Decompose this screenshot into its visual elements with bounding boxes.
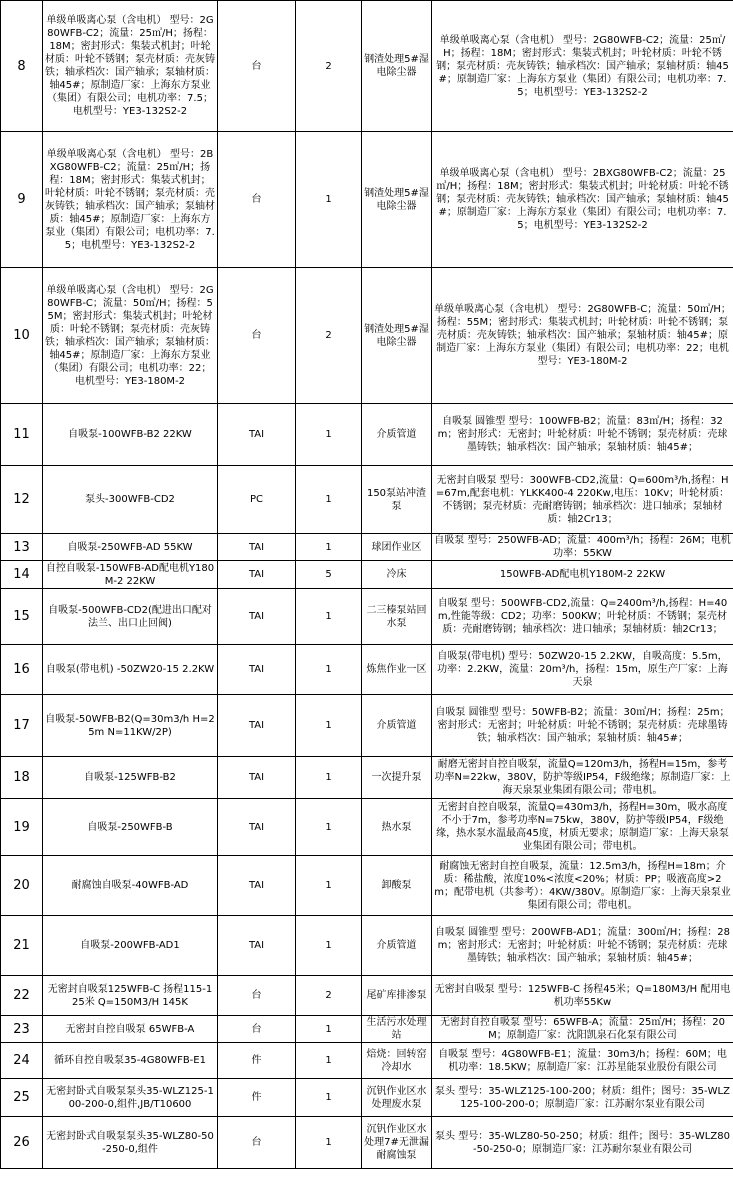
item-quantity: 1 (296, 1079, 362, 1117)
usage-location: 炼焦作业一区 (362, 645, 432, 695)
item-unit: 台 (218, 268, 296, 404)
row-number: 15 (1, 589, 43, 645)
item-specification: 无密封自控自吸泵，流量Q=430m3/h，扬程H=30m，吸水高度不小于7m，参考功率N=75kw，380V，防护等级IP54，F级绝缘，热水泵水温最高45度，材质无要求；原制造厂家：上海天泉泵业集团有限公司；带电机。 (432, 799, 733, 856)
usage-location: 生活污水处理站 (362, 1016, 432, 1043)
item-unit: TAI (218, 695, 296, 757)
item-quantity: 1 (296, 856, 362, 916)
table-row (1, 1079, 733, 1117)
item-specification: 自吸泵 圆锥型 型号：200WFB-AD1；流量：300㎥/H；扬程：28m；密封形式：无密封；叶轮材质：叶轮不锈钢；泵壳材质：壳球墨铸铁；轴承档次：国产轴承；泵轴材质：轴45#； (432, 916, 733, 976)
item-unit: TAI (218, 404, 296, 466)
item-quantity: 1 (296, 404, 362, 466)
table-row (1, 534, 733, 561)
item-unit: TAI (218, 589, 296, 645)
item-specification: 自吸泵 型号：500WFB-CD2,流量：Q=2400m³/h,扬程：H=40m,性能等级：CD2；功率：500KW；叶轮材质：不锈钢；泵壳材质：壳耐磨铸钢；轴承档次：进口轴承；泵轴材质：轴2Cr13； (432, 589, 733, 645)
row-number: 21 (1, 916, 43, 976)
item-quantity: 2 (296, 268, 362, 404)
item-specification: 耐腐蚀无密封自控自吸泵，流量：12.5m3/h，扬程H=18m；介质：稀盐酸，浓度10%<浓度<20%；材质：PP；吸液高度>2m；配带电机（共参考）：4KW/380V。原制造厂家：上海天泉泵业集团有限公司；带电机。 (432, 856, 733, 916)
item-specification: 150WFB-AD配电机Y180M-2 22KW (432, 561, 733, 589)
item-unit: TAI (218, 916, 296, 976)
table-row (1, 268, 733, 404)
usage-location: 沉钒作业区水处理废水泵 (362, 1079, 432, 1117)
row-number: 14 (1, 561, 43, 589)
item-specification: 自吸泵(带电机) 型号：50ZW20-15 2.2KW，自吸高度：5.5m，功率：2.2KW，流量：20m³/h，扬程：15m，原生产厂家：上海天泉 (432, 645, 733, 695)
row-number: 17 (1, 695, 43, 757)
table-row (1, 132, 733, 268)
usage-location: 介质管道 (362, 695, 432, 757)
usage-location: 尾矿库排渗泵 (362, 976, 432, 1016)
item-name: 自吸泵-50WFB-B2(Q=30m3/h H=25m N=11KW/2P) (43, 695, 218, 757)
item-unit: 台 (218, 1117, 296, 1169)
row-number: 22 (1, 976, 43, 1016)
table-row (1, 856, 733, 916)
item-specification: 单级单吸离心泵（含电机） 型号：2G80WFB-C2；流量：25㎥/H；扬程：18M；密封形式：集装式机封；叶轮材质：叶轮不锈钢；泵壳材质：壳灰铸铁；轴承档次：国产轴承；泵轴材质：轴45#；原制造厂家：上海东方泵业（集团）有限公司；电机功率：7.5；电机型号：YE3-132S2-2 (432, 1, 733, 132)
usage-location: 一次提升泵 (362, 757, 432, 799)
item-unit: TAI (218, 645, 296, 695)
table-row (1, 1043, 733, 1079)
usage-location: 二三榛泵站回水泵 (362, 589, 432, 645)
row-number: 20 (1, 856, 43, 916)
item-name: 自控自吸泵-150WFB-AD配电机Y180M-2 22KW (43, 561, 218, 589)
item-quantity: 2 (296, 976, 362, 1016)
table-row (1, 645, 733, 695)
table-row (1, 589, 733, 645)
item-unit: TAI (218, 799, 296, 856)
item-name: 单级单吸离心泵（含电机） 型号：2G80WFB-C；流量：50㎥/H；扬程：55M；密封形式：集装式机封；叶轮材质：叶轮不锈钢；泵壳材质：壳灰铸铁；轴承档次：国产轴承；泵轴材质：轴45#；原制造厂家：上海东方泵业（集团）有限公司；电机功率：22；电机型号：YE3-180M-2 (43, 268, 218, 404)
item-name: 循环自控自吸泵35-4G80WFB-E1 (43, 1043, 218, 1079)
item-unit: 台 (218, 1, 296, 132)
item-name: 无密封自控自吸泵 65WFB-A (43, 1016, 218, 1043)
usage-location: 介质管道 (362, 916, 432, 976)
item-name: 无密封卧式自吸泵泵头35-WLZ80-50-250-0,组件 (43, 1117, 218, 1169)
item-specification: 无密封自吸泵 型号：125WFB-C 扬程45米；Q=180M3/H 配用电机功率55Kw (432, 976, 733, 1016)
usage-location: 沉钒作业区水处理7#无泄漏耐腐蚀泵 (362, 1117, 432, 1169)
row-number: 10 (1, 268, 43, 404)
table-body (1, 1, 733, 1169)
item-name: 自吸泵-500WFB-CD2(配进出口配对法兰、出口止回阀) (43, 589, 218, 645)
item-quantity: 1 (296, 645, 362, 695)
item-specification: 耐磨无密封自控自吸泵，流量Q=120m3/h，扬程H=15m，参考功率N=22kw，380V，防护等级IP54，F级绝缘；原制造厂家：上海天泉泵业集团有限公司；带电机。 (432, 757, 733, 799)
item-unit: TAI (218, 757, 296, 799)
item-specification: 泵头 型号：35-WLZ80-50-250；材质：组件；图号：35-WLZ80-50-250-0；原制造厂家：江苏耐尔泵业有限公司 (432, 1117, 733, 1169)
item-name: 单级单吸离心泵（含电机） 型号：2BXG80WFB-C2；流量：25㎥/H；扬程：18M；密封形式：集装式机封；叶轮材质：叶轮不锈钢；泵壳材质：壳灰铸铁；轴承档次：国产轴承；泵轴材质：轴45#；原制造厂家：上海东方泵业（集团）有限公司；电机功率：7.5；电机型号：YE3-132S2-2 (43, 132, 218, 268)
usage-location: 介质管道 (362, 404, 432, 466)
usage-location: 球团作业区 (362, 534, 432, 561)
row-number: 25 (1, 1079, 43, 1117)
row-number: 12 (1, 466, 43, 534)
item-unit: 台 (218, 1016, 296, 1043)
item-name: 自吸泵(带电机) -50ZW20-15 2.2KW (43, 645, 218, 695)
item-name: 无密封自吸泵125WFB-C 扬程115-125米 Q=150M3/H 145K (43, 976, 218, 1016)
row-number: 26 (1, 1117, 43, 1169)
item-quantity: 1 (296, 757, 362, 799)
table-row (1, 1, 733, 132)
item-specification: 无密封自控自吸泵 型号：65WFB-A；流量：25㎥/H；扬程：20M；原制造厂家：沈阳凯泉石化泵有限公司 (432, 1016, 733, 1043)
table-row (1, 1117, 733, 1169)
row-number: 16 (1, 645, 43, 695)
item-name: 耐腐蚀自吸泵-40WFB-AD (43, 856, 218, 916)
row-number: 23 (1, 1016, 43, 1043)
item-quantity: 1 (296, 589, 362, 645)
item-quantity: 1 (296, 1016, 362, 1043)
item-name: 自吸泵-250WFB-B (43, 799, 218, 856)
item-specification: 自吸泵 圆锥型 型号：100WFB-B2；流量：83㎥/H；扬程：32m；密封形式：无密封；叶轮材质：叶轮不锈钢；泵壳材质：壳球墨铸铁；轴承档次：国产轴承；泵轴材质：轴45#； (432, 404, 733, 466)
item-quantity: 1 (296, 1043, 362, 1079)
item-specification: 无密封自吸泵 型号：300WFB-CD2,流量：Q=600m³/h,扬程：H=67m,配套电机：YLKK400-4 220Kw,电压：10Kv；叶轮材质：不锈钢；泵壳材质：壳耐磨铸钢；轴承档次：进口轴承；泵轴材质：轴2Cr13； (432, 466, 733, 534)
row-number: 11 (1, 404, 43, 466)
item-quantity: 1 (296, 466, 362, 534)
item-specification: 自吸泵 型号：4G80WFB-E1；流量：30m3/h；扬程：60M；电机功率：18.5KW；原制造厂家：江苏星能泵业股份有限公司 (432, 1043, 733, 1079)
table-row (1, 916, 733, 976)
item-name: 泵头-300WFB-CD2 (43, 466, 218, 534)
table-row (1, 1016, 733, 1043)
table-row (1, 695, 733, 757)
item-specification: 自吸泵 圆锥型 型号：50WFB-B2；流量：30㎥/H；扬程：25m；密封形式：无密封；叶轮材质：叶轮不锈钢；泵壳材质：壳球墨铸铁；轴承档次：国产轴承；泵轴材质：轴45#； (432, 695, 733, 757)
row-number: 9 (1, 132, 43, 268)
item-unit: 件 (218, 1079, 296, 1117)
table-row (1, 466, 733, 534)
item-name: 自吸泵-125WFB-B2 (43, 757, 218, 799)
item-specification: 单级单吸离心泵（含电机） 型号：2BXG80WFB-C2；流量：25㎥/H；扬程：18M；密封形式：集装式机封；叶轮材质：叶轮不锈钢；泵壳材质：壳灰铸铁；轴承档次：国产轴承；泵轴材质：轴45#；原制造厂家：上海东方泵业（集团）有限公司；电机功率：7.5；电机型号：YE3-132S2-2 (432, 132, 733, 268)
usage-location: 150泵站冲渣泵 (362, 466, 432, 534)
usage-location: 钢渣处理5#湿电除尘器 (362, 132, 432, 268)
item-quantity: 5 (296, 561, 362, 589)
item-unit: 台 (218, 132, 296, 268)
item-unit: 台 (218, 976, 296, 1016)
item-unit: TAI (218, 856, 296, 916)
item-quantity: 1 (296, 695, 362, 757)
item-quantity: 2 (296, 1, 362, 132)
table-row (1, 561, 733, 589)
table-row (1, 976, 733, 1016)
item-quantity: 1 (296, 799, 362, 856)
table-row (1, 404, 733, 466)
item-name: 自吸泵-250WFB-AD 55KW (43, 534, 218, 561)
row-number: 13 (1, 534, 43, 561)
table-row (1, 757, 733, 799)
item-specification: 泵头 型号：35-WLZ125-100-200；材质：组件；图号：35-WLZ125-100-200-0；原制造厂家：江苏耐尔泵业有限公司 (432, 1079, 733, 1117)
item-quantity: 1 (296, 916, 362, 976)
row-number: 8 (1, 1, 43, 132)
item-quantity: 1 (296, 132, 362, 268)
usage-location: 钢渣处理5#湿电除尘器 (362, 268, 432, 404)
row-number: 24 (1, 1043, 43, 1079)
usage-location: 焙烧：回转窑冷却水 (362, 1043, 432, 1079)
item-name: 无密封卧式自吸泵泵头35-WLZ125-100-200-0,组件,JB/T10600 (43, 1079, 218, 1117)
item-name: 单级单吸离心泵（含电机） 型号：2G80WFB-C2；流量：25㎥/H；扬程：18M；密封形式：集装式机封；叶轮材质：叶轮不锈钢；泵壳材质：壳灰铸铁；轴承档次：国产轴承；泵轴材质：轴45#；原制造厂家：上海东方泵业（集团）有限公司；电机功率：7.5；电机型号：YE3-132S2-2 (43, 1, 218, 132)
usage-location: 热水泵 (362, 799, 432, 856)
item-unit: TAI (218, 534, 296, 561)
usage-location: 冷床 (362, 561, 432, 589)
item-unit: TAI (218, 561, 296, 589)
table-row (1, 799, 733, 856)
item-quantity: 1 (296, 1117, 362, 1169)
item-specification: 单级单吸离心泵（含电机） 型号：2G80WFB-C；流量：50㎥/H；扬程：55M；密封形式：集装式机封；叶轮材质：叶轮不锈钢；泵壳材质：壳灰铸铁；轴承档次：国产轴承；泵轴材质：轴45#；原制造厂家：上海东方泵业（集团）有限公司；电机功率：22；电机型号：YE3-180M-2 (432, 268, 733, 404)
usage-location: 卸酸泵 (362, 856, 432, 916)
row-number: 19 (1, 799, 43, 856)
item-unit: PC (218, 466, 296, 534)
item-name: 自吸泵-100WFB-B2 22KW (43, 404, 218, 466)
item-quantity: 1 (296, 534, 362, 561)
row-number: 18 (1, 757, 43, 799)
item-unit: 件 (218, 1043, 296, 1079)
item-name: 自吸泵-200WFB-AD1 (43, 916, 218, 976)
item-specification: 自吸泵 型号：250WFB-AD；流量：400m³/h；扬程：26M；电机功率：55KW (432, 534, 733, 561)
usage-location: 钢渣处理5#湿电除尘器 (362, 1, 432, 132)
